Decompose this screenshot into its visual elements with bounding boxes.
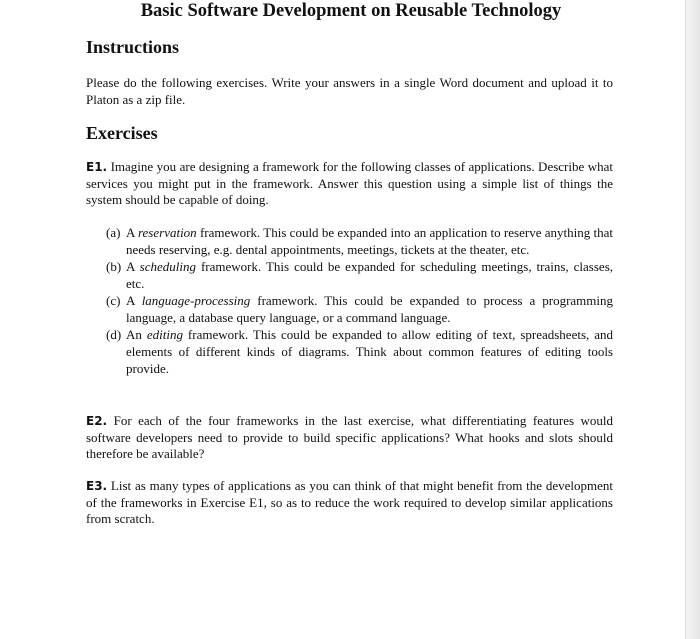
exercise-e2-text: For each of the four frameworks in the last exercise, what differentiating features would software developers need to provide to build specific applications? What hooks and slots should therefore be available? (86, 413, 613, 461)
list-item-text: framework. This could be expanded to process a programming language, a database query language, or a command language. (126, 293, 614, 325)
instructions-heading: Instructions (86, 37, 180, 57)
exercises-heading: Exercises (86, 123, 158, 143)
list-item-marker: (d) (106, 327, 122, 342)
instructions-text: Please do the following exercises. Write your answers in a single Word document and upload it to Platon as a zip file. (86, 75, 613, 107)
page-edge-shadow (685, 0, 700, 639)
list-item (106, 326, 613, 377)
exercise-e3-label: E3. (86, 479, 108, 493)
list-item-text: framework. This could be expanded into an application to reserve anything that needs reserving, e.g. dental appointments, meetings, tickets at the theater, etc. (126, 225, 613, 257)
exercise-e1 (86, 159, 613, 209)
list-item-pre: A (126, 225, 138, 240)
list-item-pre: A (126, 259, 140, 274)
list-item-marker: (c) (106, 293, 121, 308)
list-item-pre: A (126, 293, 142, 308)
list-item-emphasis: editing (146, 327, 183, 342)
list-item-pre: An (126, 327, 147, 342)
exercise-e2-label: E2. (86, 414, 108, 428)
framework-list (106, 224, 613, 377)
list-item (106, 292, 613, 326)
document-title: Basic Software Development on Reusable Technology (140, 1, 562, 21)
list-item-emphasis: language-processing (141, 293, 251, 308)
list-item (106, 224, 613, 258)
exercise-e2 (86, 413, 613, 463)
list-item-marker: (b) (106, 259, 122, 274)
list-item-marker: (a) (106, 225, 121, 240)
list-item-emphasis: reservation (137, 225, 197, 240)
exercise-e1-label: E1. (86, 160, 108, 174)
list-item (106, 258, 613, 292)
exercise-e3 (86, 478, 613, 528)
list-item-emphasis: scheduling (139, 259, 196, 274)
list-item-text: framework. This could be expanded for scheduling meetings, trains, classes, etc. (126, 259, 614, 291)
exercise-e3-text: List as many types of applications as you can think of that might benefit from the development of the frameworks in Exercise E1, so as to reduce the work required to develop similar applications from scratch. (86, 478, 613, 526)
exercise-e1-text: Imagine you are designing a framework for the following classes of applications. Describe what services you might put in the framework. Answer this question using a simple list of things the system should be capable of doing. (86, 159, 613, 207)
list-item-text: framework. This could be expanded to allow editing of text, spreadsheets, and elements of different kinds of diagrams. Think about common features of editing tools provide. (126, 327, 613, 376)
